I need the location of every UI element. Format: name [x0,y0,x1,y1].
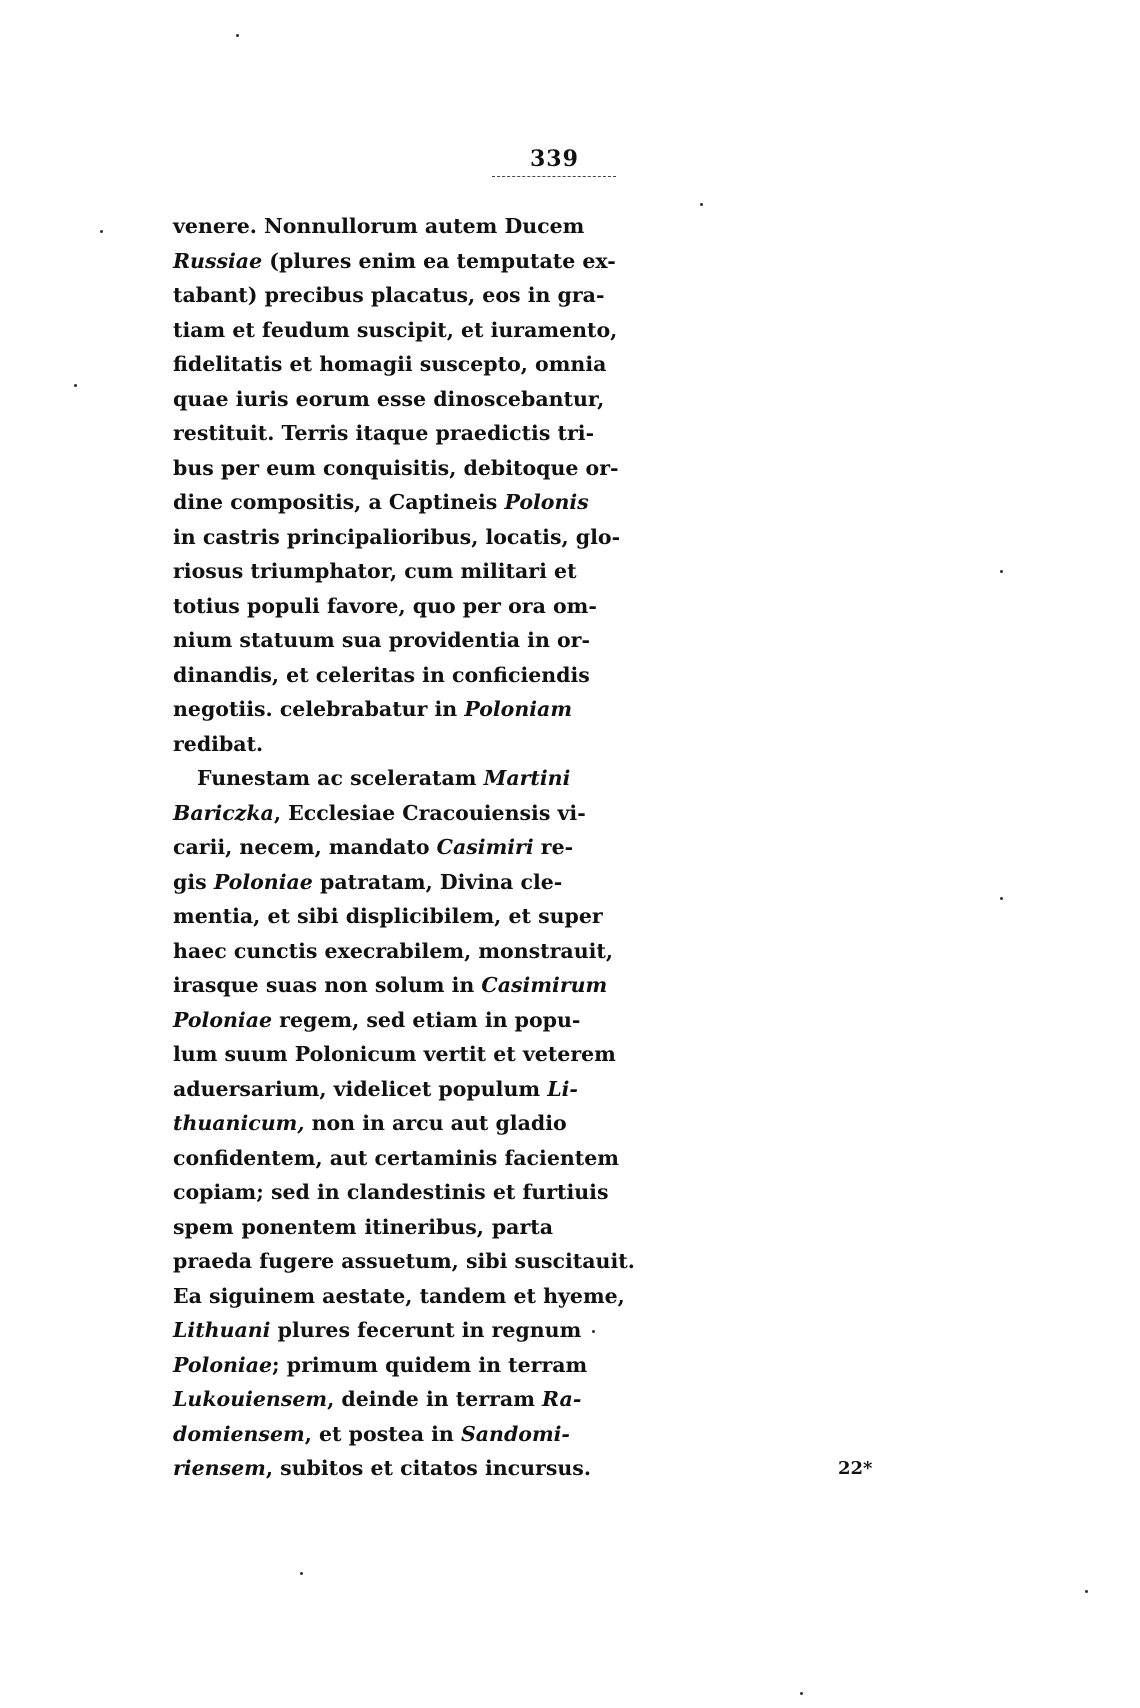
scan-speck [800,1692,803,1695]
italic-segment: Poloniam [464,697,573,721]
text-segment: dinandis, et celeritas in conficiendis [173,662,590,687]
text-segment: Funestam ac sceleratam [197,766,484,790]
text-line [173,830,574,865]
text-line [173,416,595,451]
text-segment: venere. Nonnullorum autem Ducem [173,214,585,238]
italic-segment: Bariczka [173,800,274,825]
text-line [173,1451,591,1486]
text-block [173,209,635,1486]
text-segment: , Ecclesiae Cracouiensis vi- [273,800,586,825]
text-line [173,520,621,555]
text-line [173,1210,553,1245]
text-segment: riosus triumphator, cum militari et [173,559,577,583]
text-line [173,1106,567,1141]
text-segment: irasque suas non solum in [173,973,482,997]
text-line [173,382,605,417]
italic-segment: riensem [173,1456,266,1480]
text-segment: tabant) precibus placatus, eos in gra- [173,283,605,307]
text-segment: regem, sed etiam in popu- [272,1007,581,1032]
text-segment: tiam et feudum suscipit, et iuramento, [173,317,618,342]
text-segment: , subitos et citatos incursus. [265,1456,591,1480]
text-segment: totius populi favore, quo per ora om- [173,593,597,618]
text-segment: mentia, et sibi displicibilem, et super [173,904,603,928]
text-segment: re- [533,835,574,859]
text-line [173,278,605,313]
text-segment: quae iuris eorum esse dinoscebantur, [173,386,605,411]
scan-speck [1085,1590,1088,1593]
text-segment: patratam, Divina cle- [312,869,563,894]
text-segment: bus per eum conquisitis, debitoque or- [173,455,619,480]
text-segment: lum suum Polonicum vertit et veterem [173,1042,616,1066]
text-line [173,692,573,727]
text-segment: haec cunctis execrabilem, monstrauit, [173,938,614,963]
header-rule [492,176,616,177]
italic-segment: Polonis [504,490,589,514]
text-line [173,865,563,900]
page-number: 339 [530,146,579,172]
text-line [173,623,590,658]
signature-mark: 22* [838,1458,873,1479]
text-segment: confidentem, aut certaminis facientem [173,1145,619,1170]
text-segment: praeda fugere assuetum, sibi suscitauit. [173,1249,635,1273]
italic-segment: Casimiri [436,835,534,859]
italic-segment: Casimirum [481,973,608,997]
text-line [173,899,603,934]
italic-segment: Poloniae [173,1007,273,1032]
text-line [173,313,618,348]
text-line [173,485,589,520]
text-line [173,761,571,796]
italic-segment: Lukouiensem [173,1387,328,1411]
italic-segment: Martini [483,766,571,790]
text-segment: aduersarium, videlicet populum [173,1076,548,1101]
text-line [173,1072,578,1107]
text-line [173,1382,582,1417]
text-segment: ; primum quidem in terram [272,1352,588,1377]
italic-segment: Ra- [542,1387,582,1411]
scan-speck [236,34,239,37]
scan-speck [1000,570,1003,573]
text-line [173,1037,616,1072]
text-segment: copiam; sed in clandestinis et furtiuis [173,1180,609,1204]
text-segment: nium statuum sua providentia in or- [173,628,590,652]
italic-segment: thuanicum, [173,1111,305,1135]
text-line [173,727,553,762]
text-segment: dine compositis, a Captineis [173,490,505,514]
text-segment: (plures enim ea temputate ex- [262,248,616,273]
text-line [173,1348,588,1383]
text-line [173,1313,582,1348]
text-line [173,451,619,486]
text-segment: non in arcu aut gladio [304,1111,567,1135]
scan-speck [1000,897,1003,900]
scan-speck [592,1330,595,1333]
italic-segment: Sandomi- [460,1421,570,1446]
text-segment: fidelitatis et homagii suscepto, omnia [173,352,607,376]
text-segment: carii, necem, mandato [173,835,437,859]
text-line [173,554,577,589]
italic-segment: Lithuani [173,1318,271,1342]
italic-segment: Poloniae [213,869,313,894]
text-line [173,1244,635,1279]
text-line [173,796,586,831]
scan-speck [74,384,77,387]
italic-segment: Li- [547,1076,578,1101]
scan-speck [100,230,103,233]
text-line [173,1417,570,1452]
text-line [173,1141,619,1176]
scan-speck [700,203,703,206]
text-line [173,1003,581,1038]
text-segment: in castris principalioribus, locatis, glo- [173,524,621,549]
italic-segment: Poloniae [173,1352,273,1377]
text-line [173,209,585,244]
text-line [173,658,590,693]
text-line [173,968,608,1003]
text-segment: negotiis. celebrabatur in [173,697,465,721]
text-line [173,1279,625,1314]
text-segment: , et postea in [304,1421,461,1446]
text-segment: gis [173,869,214,894]
text-line [173,347,607,382]
text-line [173,244,616,279]
text-segment: restituit. Terris itaque praedictis tri- [173,421,595,445]
text-segment: spem ponentem itineribus, parta [173,1214,553,1239]
text-segment: Ea siguinem aestate, tandem et hyeme, [173,1283,625,1308]
text-segment: plures fecerunt in regnum [270,1318,582,1342]
text-line [173,934,614,969]
text-line [173,589,597,624]
text-segment: redibat. [173,731,264,756]
italic-segment: Russiae [173,248,263,273]
text-segment: , deinde in terram [327,1387,543,1411]
text-line [173,1175,609,1210]
italic-segment: domiensem [173,1421,305,1446]
scan-speck [300,1572,303,1575]
